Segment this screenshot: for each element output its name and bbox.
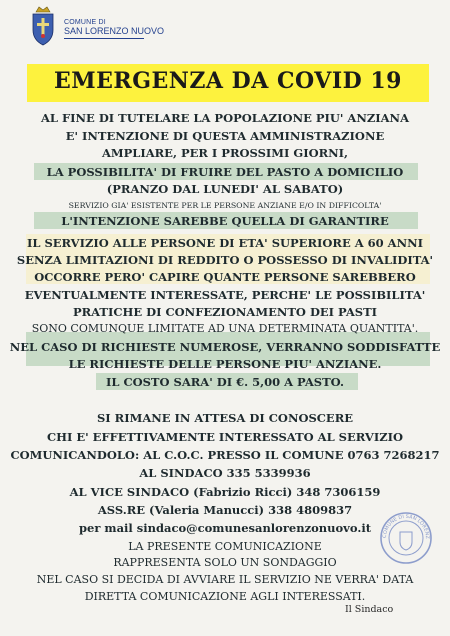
text-line: IL COSTO SARA' DI €. 5,00 A PASTO. [105, 375, 344, 389]
text-line: NEL CASO DI RICHIESTE NUMEROSE, VERRANNO SODDISFATTE [9, 340, 441, 354]
text-line: AL SINDACO 335 5339936 [139, 466, 311, 480]
comune-name: SAN LORENZO NUOVO [64, 26, 165, 36]
seal-text: COMUNE DI SAN LORENZ [381, 513, 431, 540]
text-line: L'INTENZIONE SAREBBE QUELLA DI GARANTIRE [61, 214, 389, 228]
email-line: per mail sindaco@comunesanlorenzonuovo.it [78, 521, 372, 535]
text-line: NEL CASO SI DECIDA DI AVVIARE IL SERVIZIO NE VERRA' DATA [36, 573, 414, 586]
text-line: AMPLIARE, PER I PROSSIMI GIORNI, [101, 146, 349, 160]
text-line: LA PRESENTE COMUNICAZIONE [128, 540, 322, 553]
comune-label: COMUNE DI [64, 19, 106, 26]
text-line: SI RIMANE IN ATTESA DI CONOSCERE [96, 411, 354, 425]
text-line: SONO COMUNQUE LIMITATE AD UNA DETERMINATA QUANTITA'. [31, 322, 419, 335]
text-line: LE RICHIESTE DELLE PERSONE PIU' ANZIANE. [68, 357, 382, 371]
text-line: AL VICE SINDACO (Fabrizio Ricci) 348 7306159 [69, 485, 381, 499]
text-line: SERVIZIO GIA' ESISTENTE PER LE PERSONE ANZIANE E/O IN DIFFICOLTA' [68, 201, 382, 210]
text-line: LA POSSIBILITA' DI FRUIRE DEL PASTO A DOMICILIO [46, 165, 404, 179]
text-line: PRATICHE DI CONFEZIONAMENTO DEI PASTI [72, 305, 378, 319]
text-line: DIRETTA COMUNICAZIONE AGLI INTERESSATI. [84, 590, 366, 603]
text-line: SENZA LIMITAZIONI DI REDDITO O POSSESSO DI INVALIDITA' [16, 253, 434, 267]
coat-of-arms-icon [30, 6, 56, 46]
text-line: E' INTENZIONE DI QUESTA AMMINISTRAZIONE [65, 129, 385, 143]
header-divider [64, 38, 144, 39]
text-line: ASS.RE (Valeria Manucci) 338 4809837 [97, 503, 353, 517]
text-line: (PRANZO DAL LUNEDI' AL SABATO) [106, 182, 344, 196]
text-line: AL FINE DI TUTELARE LA POPOLAZIONE PIU' ANZIANA [40, 111, 409, 125]
text-line: OCCORRE PERO' CAPIRE QUANTE PERSONE SAREBBERO [34, 270, 416, 284]
text-line: COMUNICANDOLO: AL C.O.C. PRESSO IL COMUNE 0763 7268217 [10, 448, 440, 462]
official-stamp-icon [378, 510, 434, 566]
signature: Il Sindaco [345, 604, 394, 615]
text-line: EVENTUALMENTE INTERESSATE, PERCHE' LE POSSIBILITA' [24, 288, 426, 302]
text-line: CHI E' EFFETTIVAMENTE INTERESSATO AL SERVIZIO [46, 430, 403, 444]
text-line: RAPPRESENTA SOLO UN SONDAGGIO [113, 556, 337, 569]
text-line: IL SERVIZIO ALLE PERSONE DI ETA' SUPERIORE A 60 ANNI [26, 236, 423, 250]
page-title: EMERGENZA DA COVID 19 [54, 68, 402, 94]
